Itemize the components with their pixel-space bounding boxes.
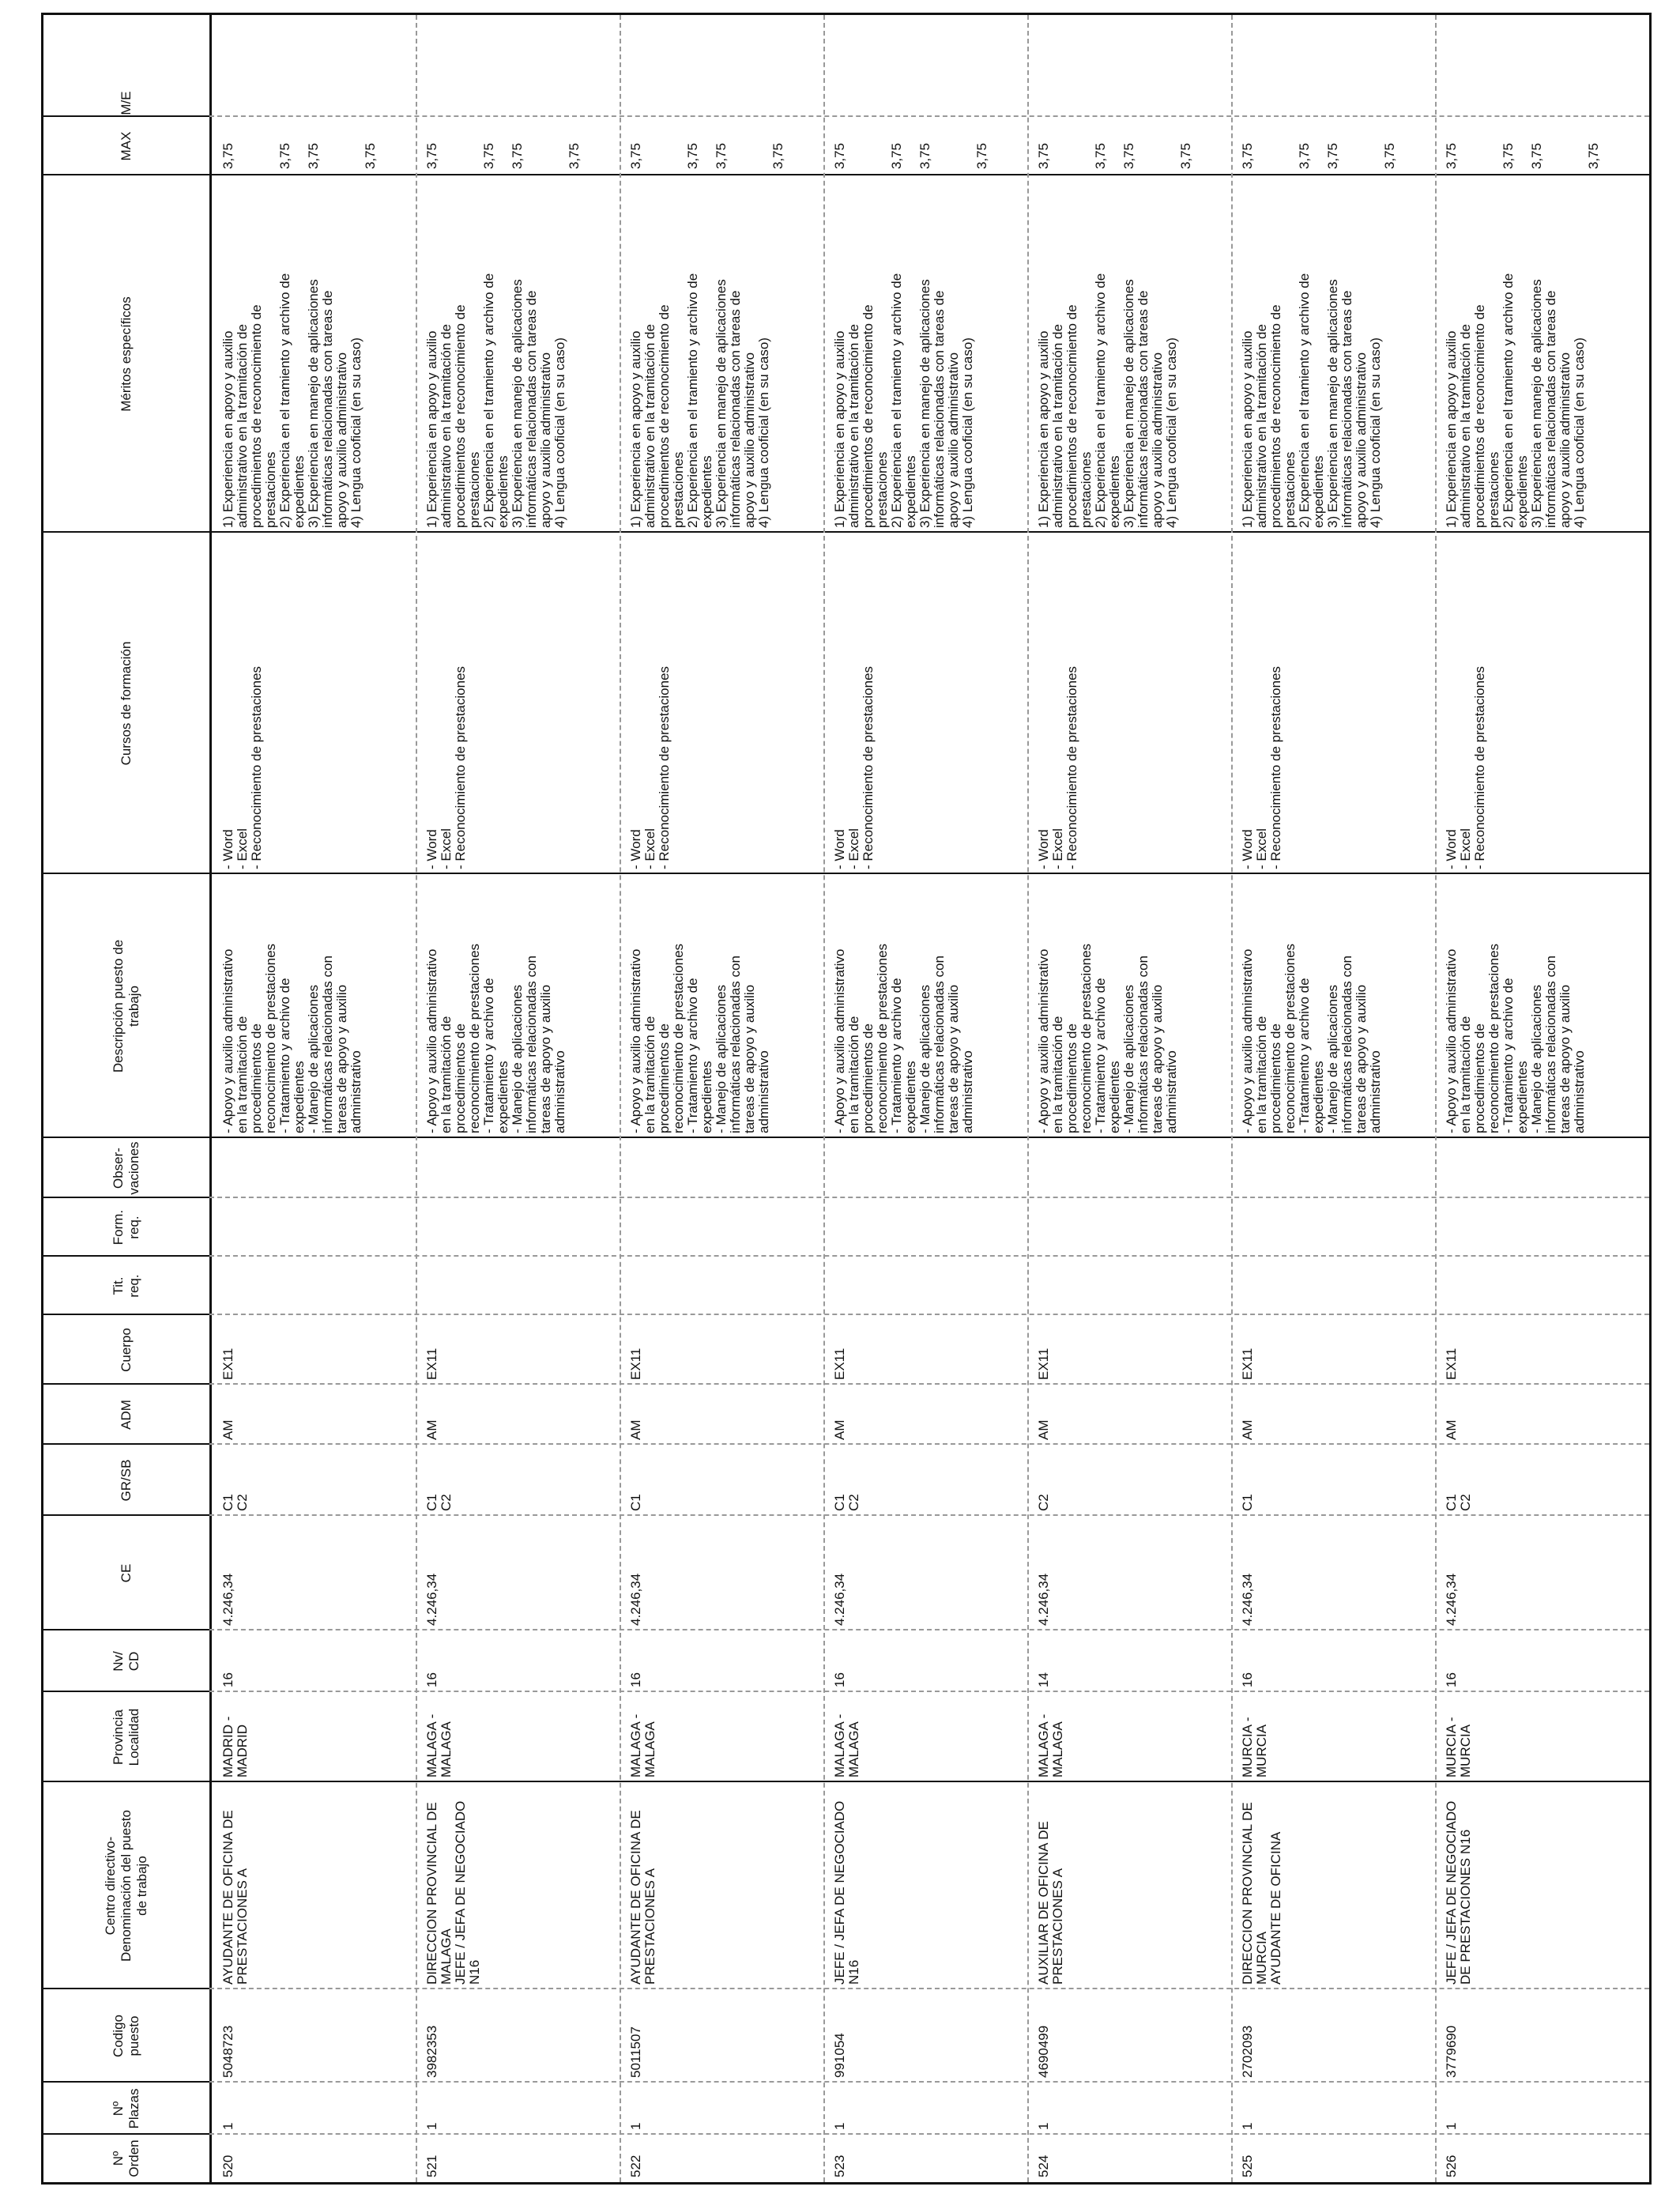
cell-adm: AM	[1240, 1419, 1255, 1440]
cell-codigo: 4690499	[1036, 2025, 1051, 2078]
header-me: M/E	[119, 91, 134, 115]
cell-max-value: 3,75	[306, 142, 321, 169]
cell-orden: 525	[1240, 2154, 1255, 2177]
cell-plazas: 1	[1036, 2122, 1051, 2130]
cell-nivel: 16	[628, 1672, 643, 1687]
cell-max-value: 3,75	[1297, 142, 1312, 169]
header-divider	[43, 1383, 209, 1385]
cell-cuerpo: EX11	[628, 1348, 643, 1380]
header-orden: Nº Orden	[111, 2139, 141, 2177]
cell-cursos: - Word - Excel - Reconocimiento de prestaciones	[424, 665, 468, 869]
cell-max-value: 3,75	[1529, 142, 1544, 169]
cell-descripcion: - Apoyo y auxilio administrativo en la tramitación de procedimientos de reconocimiento de prestaciones - Tratamiento y archivo de expedientes - Manejo de aplicaciones informáticas relacionadas con tareas de apoyo y auxilio administrativo	[1240, 943, 1383, 1133]
cell-provincia: MALAGA - MALAGA	[628, 1713, 657, 1777]
cell-cuerpo: EX11	[1240, 1348, 1255, 1380]
cell-plazas: 1	[1240, 2122, 1255, 2130]
cell-centro-denominacion	[1027, 1782, 1231, 1989]
cell-plazas: 1	[1444, 2122, 1459, 2130]
denominacion-label: JEFE / JEFA DE NEGOCIADO N16	[453, 1800, 482, 1985]
cell-centro-denominacion	[416, 1782, 620, 1989]
cell-adm: AM	[1444, 1419, 1459, 1440]
header-codigo: Codigo puesto	[111, 2015, 141, 2057]
cell-max-value: 3,75	[220, 142, 235, 169]
cell-orden: 520	[220, 2154, 235, 2177]
header-divider	[43, 531, 209, 533]
cell-provincia: MALAGA - MALAGA	[832, 1713, 861, 1777]
table-row	[1231, 15, 1435, 2182]
cell-max-value: 3,75	[832, 142, 847, 169]
header-provincia: Provincia Localidad	[111, 1708, 141, 1766]
cell-cursos: - Word - Excel - Reconocimiento de prestaciones	[832, 665, 876, 869]
cell-max-value: 3,75	[770, 142, 785, 169]
cell-ce: 4.246,34	[628, 1573, 643, 1626]
header-cursos: Cursos de formación	[119, 641, 134, 766]
cell-codigo: 2702093	[1240, 2025, 1255, 2078]
cell-centro-denominacion	[1435, 1782, 1639, 1989]
centro-directivo-label: DIRECCION PROVINCIAL DE MALAGA	[424, 1802, 454, 1985]
header-divider	[43, 1197, 209, 1198]
cell-plazas: 1	[832, 2122, 847, 2130]
header-adm: ADM	[119, 1400, 134, 1430]
cell-plazas: 1	[424, 2122, 439, 2130]
cell-max-value: 3,75	[917, 142, 932, 169]
cell-meritos: 1) Experiencia en apoyo y auxilio administrativo en la tramitación de procedimientos de reconocimiento de prestaciones 2) Experiencia en el tramiento y archivo de expedientes 3) Experiencia en manejo de aplicaciones informáticas relacionadas con tareas de apoyo y auxilio administrativo 4) Lengua cooficial (en su caso)	[1036, 273, 1179, 528]
header-nivel: Nv/ CD	[111, 1651, 141, 1672]
denominacion-label: JEFE / JEFA DE NEGOCIADO N16	[832, 1800, 861, 1985]
header-formacion: Form. req.	[111, 1209, 141, 1246]
cell-descripcion: - Apoyo y auxilio administrativo en la tramitación de procedimientos de reconocimiento de prestaciones - Tratamiento y archivo de expedientes - Manejo de aplicaciones informáticas relacionadas con tareas de apoyo y auxilio administrativo	[1036, 943, 1179, 1133]
cell-cuerpo: EX11	[1036, 1348, 1051, 1380]
cell-max-value: 3,75	[1325, 142, 1340, 169]
header-divider	[43, 2133, 209, 2135]
cell-nivel: 16	[1240, 1672, 1255, 1687]
cell-max-value: 3,75	[567, 142, 582, 169]
cell-max-value: 3,75	[1444, 142, 1459, 169]
cell-orden: 523	[832, 2154, 847, 2177]
cell-provincia: MALAGA - MALAGA	[1036, 1713, 1065, 1777]
cell-ce: 4.246,34	[1036, 1573, 1051, 1626]
cell-cursos: - Word - Excel - Reconocimiento de prestaciones	[1240, 665, 1283, 869]
denominacion-label: AYUDANTE DE OFICINA DE PRESTACIONES A	[220, 1810, 250, 1985]
centro-directivo-label: DIRECCION PROVINCIAL DE MURCIA	[1240, 1802, 1269, 1985]
cell-descripcion: - Apoyo y auxilio administrativo en la tramitación de procedimientos de reconocimiento de prestaciones - Tratamiento y archivo de expedientes - Manejo de aplicaciones informáticas relacionadas con tareas de apoyo y auxilio administrativo	[220, 943, 363, 1133]
header-divider	[43, 1443, 209, 1445]
header-max: MAX	[119, 131, 134, 161]
cell-max-value: 3,75	[1501, 142, 1516, 169]
cell-max-value: 3,75	[1586, 142, 1601, 169]
row-divider	[1027, 15, 1029, 2182]
cell-cuerpo: EX11	[220, 1348, 235, 1380]
cell-meritos: 1) Experiencia en apoyo y auxilio administrativo en la tramitación de procedimientos de reconocimiento de prestaciones 2) Experiencia en el tramiento y archivo de expedientes 3) Experiencia en manejo de aplicaciones informáticas relacionadas con tareas de apoyo y auxilio administrativo 4) Lengua cooficial (en su caso)	[628, 273, 771, 528]
cell-ce: 4.246,34	[220, 1573, 235, 1626]
cell-plazas: 1	[628, 2122, 643, 2130]
cell-grupo: C2	[1036, 1494, 1051, 1511]
cell-ce: 4.246,34	[1444, 1573, 1459, 1626]
table-row	[416, 15, 620, 2182]
denominacion-label: AYUDANTE DE OFICINA DE PRESTACIONES A	[628, 1810, 657, 1985]
cell-meritos: 1) Experiencia en apoyo y auxilio administrativo en la tramitación de procedimientos de reconocimiento de prestaciones 2) Experiencia en el tramiento y archivo de expedientes 3) Experiencia en manejo de aplicaciones informáticas relacionadas con tareas de apoyo y auxilio administrativo 4) Lengua cooficial (en su caso)	[220, 273, 363, 528]
cell-cuerpo: EX11	[424, 1348, 439, 1380]
cell-max-value: 3,75	[510, 142, 525, 169]
cell-grupo: C1 C2	[1444, 1494, 1473, 1511]
cell-cursos: - Word - Excel - Reconocimiento de prestaciones	[220, 665, 264, 869]
cell-nivel: 16	[424, 1672, 439, 1687]
cell-orden: 524	[1036, 2154, 1051, 2177]
header-divider	[43, 1137, 209, 1138]
cell-codigo: 991054	[832, 2033, 847, 2078]
cell-grupo: C1 C2	[832, 1494, 861, 1511]
cell-max-value: 3,75	[481, 142, 496, 169]
cell-max-value: 3,75	[889, 142, 904, 169]
denominacion-label: AYUDANTE DE OFICINA	[1268, 1831, 1283, 1985]
denominacion-label: JEFE / JEFA DE NEGOCIADO DE PRESTACIONES N16	[1444, 1800, 1473, 1985]
cell-max-value: 3,75	[424, 142, 439, 169]
cell-codigo: 3779690	[1444, 2025, 1459, 2078]
cell-descripcion: - Apoyo y auxilio administrativo en la tramitación de procedimientos de reconocimiento de prestaciones - Tratamiento y archivo de expedientes - Manejo de aplicaciones informáticas relacionadas con tareas de apoyo y auxilio administrativo	[1444, 943, 1587, 1133]
header-observaciones: Obser- vaciones	[111, 1141, 141, 1195]
cell-adm: AM	[1036, 1419, 1051, 1440]
cell-orden: 522	[628, 2154, 643, 2177]
row-divider	[1231, 15, 1233, 2182]
cell-provincia: MURCIA - MURCIA	[1240, 1717, 1269, 1777]
cell-orden: 521	[424, 2154, 439, 2177]
cell-grupo: C1 C2	[424, 1494, 454, 1511]
table-row	[620, 15, 823, 2182]
cell-max-value: 3,75	[1036, 142, 1051, 169]
cell-ce: 4.246,34	[832, 1573, 847, 1626]
cell-descripcion: - Apoyo y auxilio administrativo en la tramitación de procedimientos de reconocimiento de prestaciones - Tratamiento y archivo de expedientes - Manejo de aplicaciones informáticas relacionadas con tareas de apoyo y auxilio administrativo	[832, 943, 975, 1133]
cell-max-value: 3,75	[363, 142, 378, 169]
cell-cursos: - Word - Excel - Reconocimiento de prestaciones	[1444, 665, 1487, 869]
header-ce: CE	[119, 1563, 134, 1583]
header-meritos: Méritos específicos	[119, 296, 134, 412]
cell-cuerpo: EX11	[1444, 1348, 1459, 1380]
header-divider	[43, 1988, 209, 1989]
cell-nivel: 14	[1036, 1672, 1051, 1687]
cell-codigo: 5011507	[628, 2026, 643, 2078]
header-divider	[43, 1691, 209, 1692]
cell-max-value: 3,75	[685, 142, 700, 169]
cell-orden: 526	[1444, 2154, 1459, 2177]
cell-max-value: 3,75	[974, 142, 989, 169]
cell-adm: AM	[628, 1419, 643, 1440]
cell-centro-denominacion	[620, 1782, 823, 1989]
cell-meritos: 1) Experiencia en apoyo y auxilio administrativo en la tramitación de procedimientos de reconocimiento de prestaciones 2) Experiencia en el tramiento y archivo de expedientes 3) Experiencia en manejo de aplicaciones informáticas relacionadas con tareas de apoyo y auxilio administrativo 4) Lengua cooficial (en su caso)	[1444, 273, 1587, 528]
header-divider	[43, 115, 209, 117]
header-divider	[43, 2081, 209, 2083]
cell-max-value: 3,75	[1178, 142, 1193, 169]
cell-nivel: 16	[1444, 1672, 1459, 1687]
cell-codigo: 5048723	[220, 2025, 235, 2078]
cell-centro-denominacion	[823, 1782, 1027, 1989]
header-centro-denominacion: Centro directivo- Denominación del puesto de trabajo	[103, 1810, 149, 1962]
cell-cuerpo: EX11	[832, 1348, 847, 1380]
cell-ce: 4.246,34	[424, 1573, 439, 1626]
cell-max-value: 3,75	[277, 142, 292, 169]
cell-grupo: C1	[628, 1494, 643, 1511]
table-row	[823, 15, 1027, 2182]
cell-max-value: 3,75	[1121, 142, 1136, 169]
header-descripcion: Descripción puesto de trabajo	[111, 939, 141, 1073]
header-divider	[43, 1629, 209, 1630]
cell-cursos: - Word - Excel - Reconocimiento de prestaciones	[628, 665, 672, 869]
header-divider	[43, 1314, 209, 1315]
cell-descripcion: - Apoyo y auxilio administrativo en la tramitación de procedimientos de reconocimiento de prestaciones - Tratamiento y archivo de expedientes - Manejo de aplicaciones informáticas relacionadas con tareas de apoyo y auxilio administrativo	[628, 943, 771, 1133]
cell-centro-denominacion	[212, 1782, 416, 1989]
row-divider	[1435, 15, 1437, 2182]
cell-nivel: 16	[220, 1672, 235, 1687]
header-cuerpo: Cuerpo	[119, 1328, 134, 1372]
header-grupo: GR/SB	[119, 1459, 134, 1502]
cell-codigo: 3982353	[424, 2025, 439, 2078]
cell-meritos: 1) Experiencia en apoyo y auxilio administrativo en la tramitación de procedimientos de reconocimiento de prestaciones 2) Experiencia en el tramiento y archivo de expedientes 3) Experiencia en manejo de aplicaciones informáticas relacionadas con tareas de apoyo y auxilio administrativo 4) Lengua cooficial (en su caso)	[424, 273, 567, 528]
cell-grupo: C1 C2	[220, 1494, 250, 1511]
header-divider	[43, 174, 209, 175]
cell-provincia: MURCIA - MURCIA	[1444, 1717, 1473, 1777]
positions-table	[41, 13, 1652, 2185]
cell-meritos: 1) Experiencia en apoyo y auxilio administrativo en la tramitación de procedimientos de reconocimiento de prestaciones 2) Experiencia en el tramiento y archivo de expedientes 3) Experiencia en manejo de aplicaciones informáticas relacionadas con tareas de apoyo y auxilio administrativo 4) Lengua cooficial (en su caso)	[1240, 273, 1383, 528]
header-divider	[43, 1255, 209, 1257]
cell-max-value: 3,75	[714, 142, 729, 169]
denominacion-label: AUXILIAR DE OFICINA DE PRESTACIONES A	[1036, 1821, 1065, 1985]
cell-max-value: 3,75	[1093, 142, 1108, 169]
cell-plazas: 1	[220, 2122, 235, 2130]
cell-provincia: MADRID - MADRID	[220, 1716, 250, 1777]
cell-adm: AM	[220, 1419, 235, 1440]
cell-adm: AM	[832, 1419, 847, 1440]
header-divider	[43, 873, 209, 874]
cell-cursos: - Word - Excel - Reconocimiento de prestaciones	[1036, 665, 1079, 869]
header-divider	[43, 1514, 209, 1516]
cell-nivel: 16	[832, 1672, 847, 1687]
table-row	[1435, 15, 1639, 2182]
cell-provincia: MALAGA - MALAGA	[424, 1713, 454, 1777]
cell-descripcion: - Apoyo y auxilio administrativo en la tramitación de procedimientos de reconocimiento de prestaciones - Tratamiento y archivo de expedientes - Manejo de aplicaciones informáticas relacionadas con tareas de apoyo y auxilio administrativo	[424, 943, 567, 1133]
cell-grupo: C1	[1240, 1494, 1255, 1511]
header-titulacion: Tit. req.	[111, 1274, 141, 1298]
header-divider	[43, 1781, 209, 1782]
header-plazas: Nº Plazas	[111, 2088, 141, 2129]
cell-max-value: 3,75	[628, 142, 643, 169]
table-row	[1027, 15, 1231, 2182]
cell-adm: AM	[424, 1419, 439, 1440]
cell-max-value: 3,75	[1382, 142, 1397, 169]
row-divider	[823, 15, 825, 2182]
table-row	[212, 15, 416, 2182]
cell-ce: 4.246,34	[1240, 1573, 1255, 1626]
cell-max-value: 3,75	[1240, 142, 1255, 169]
row-divider	[416, 15, 417, 2182]
cell-meritos: 1) Experiencia en apoyo y auxilio administrativo en la tramitación de procedimientos de reconocimiento de prestaciones 2) Experiencia en el tramiento y archivo de expedientes 3) Experiencia en manejo de aplicaciones informáticas relacionadas con tareas de apoyo y auxilio administrativo 4) Lengua cooficial (en su caso)	[832, 273, 975, 528]
row-divider	[620, 15, 621, 2182]
cell-centro-denominacion	[1231, 1782, 1435, 1989]
